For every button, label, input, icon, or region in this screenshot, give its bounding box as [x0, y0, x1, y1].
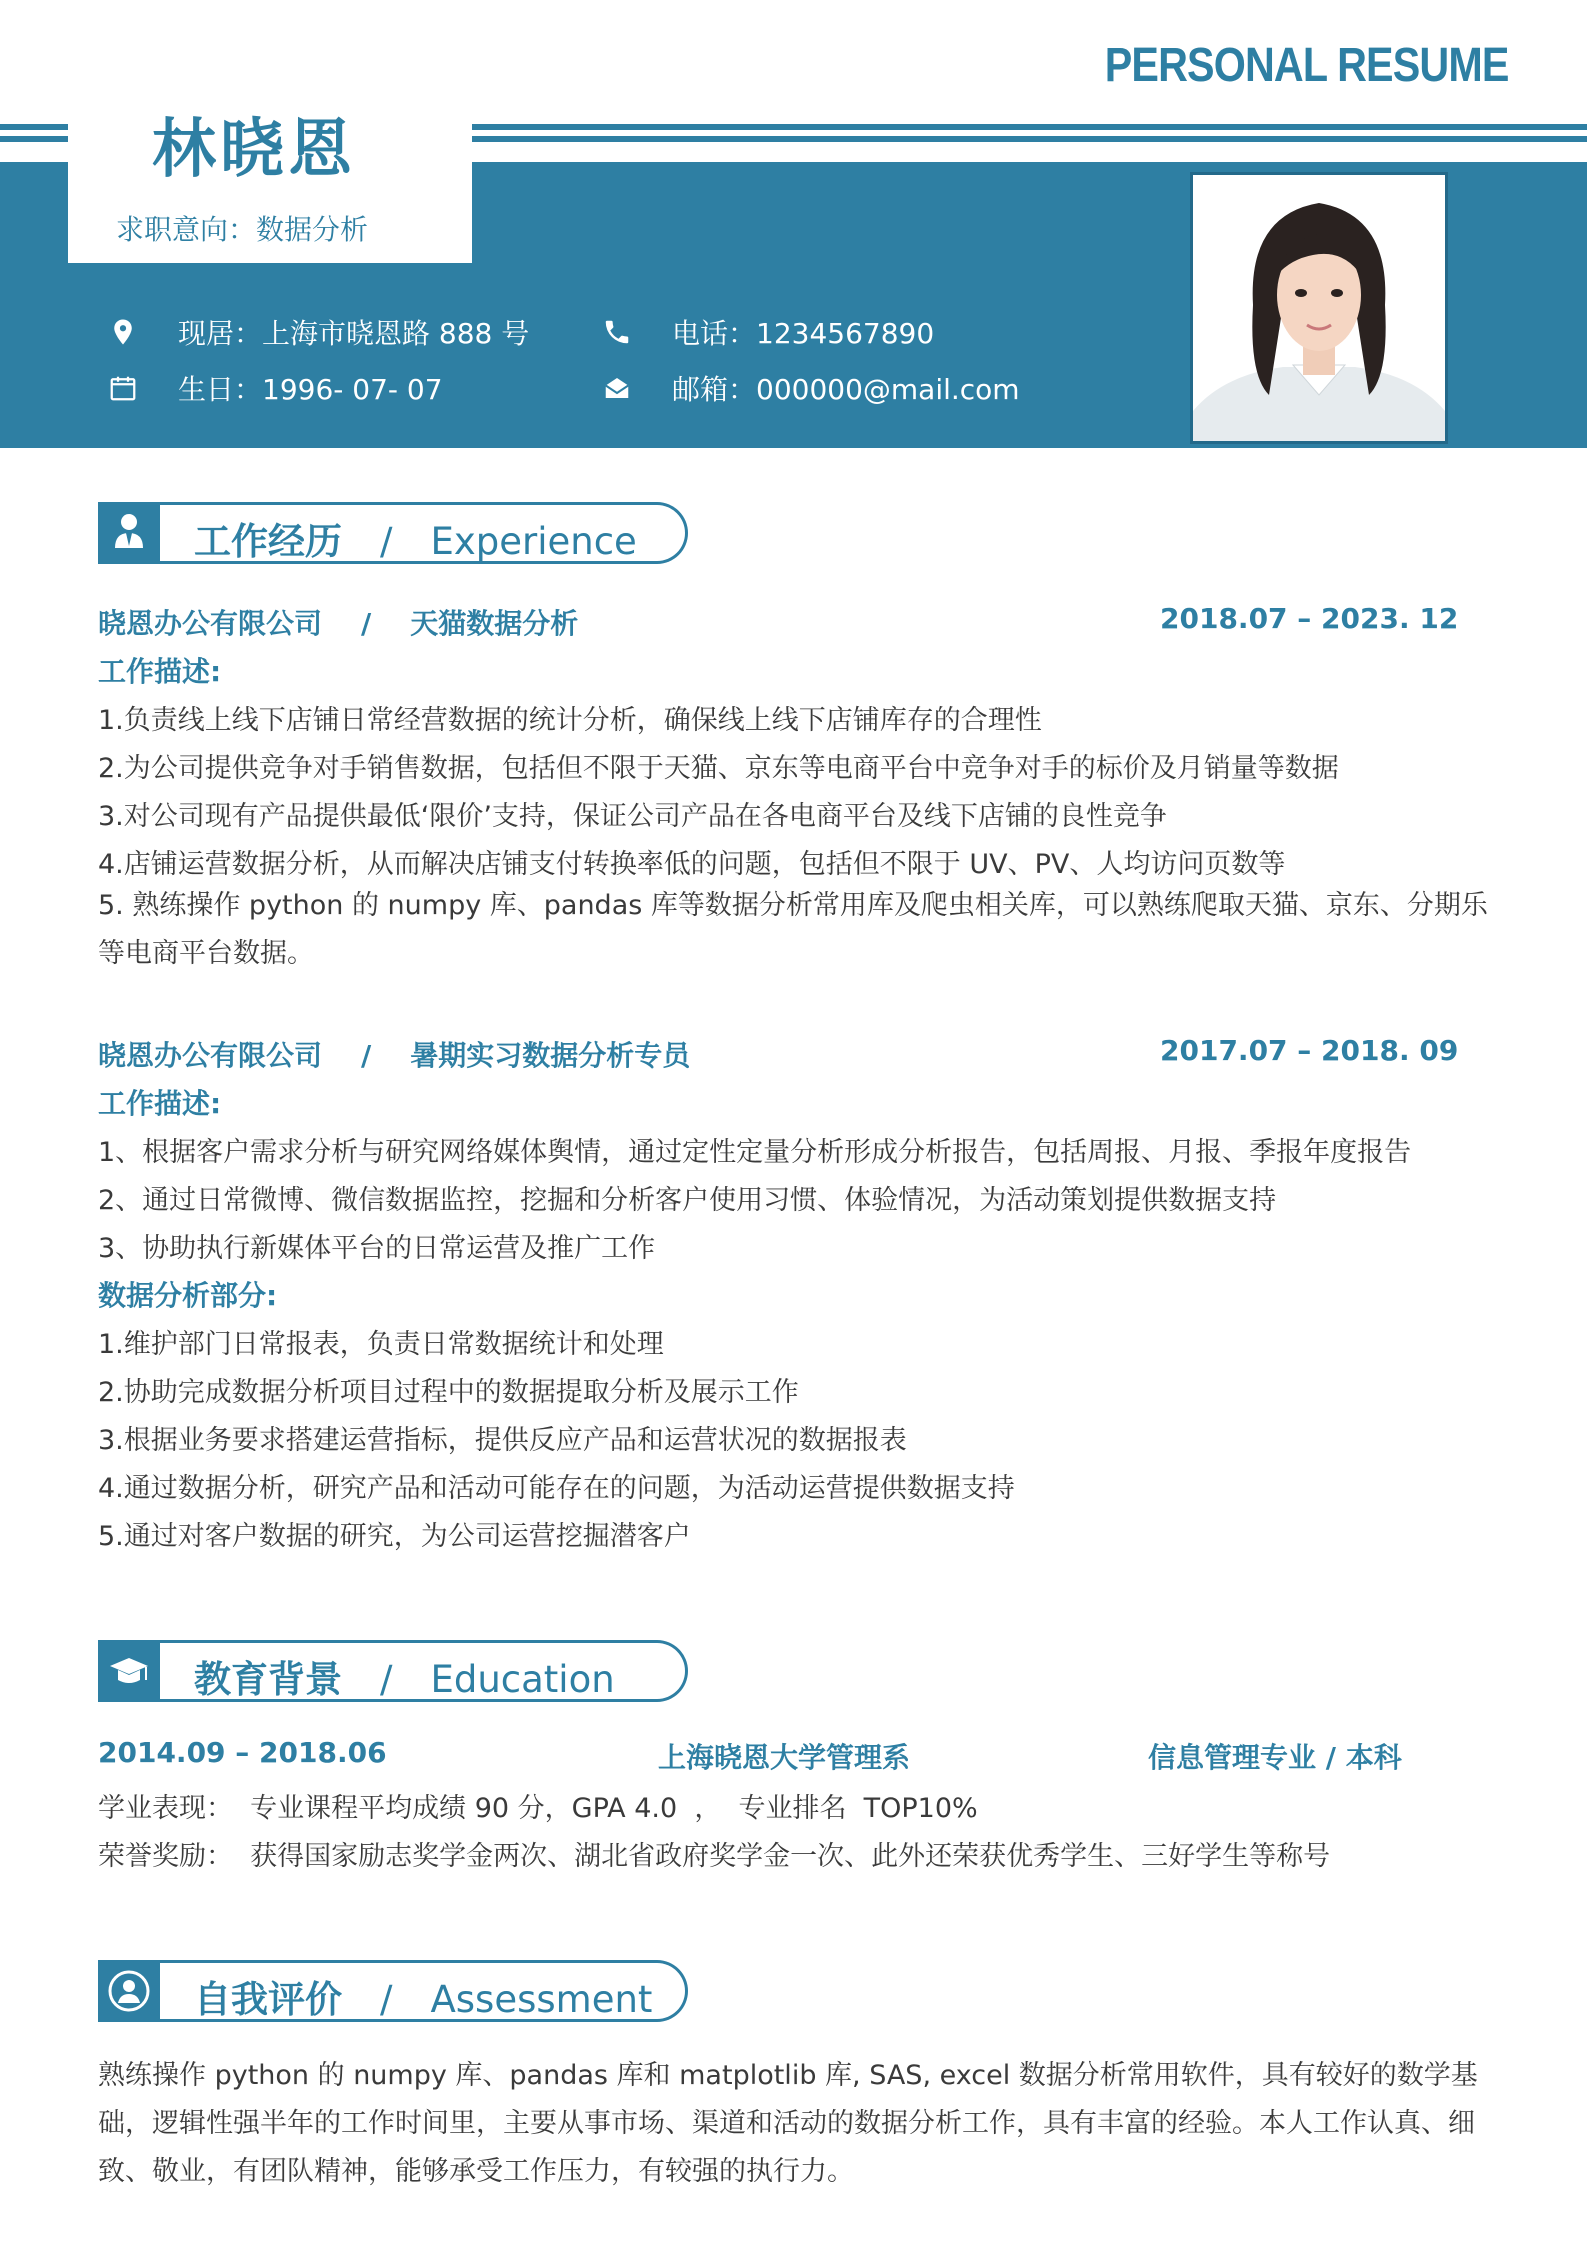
- job-2-line-2: 2、通过日常微博、微信数据监控，挖掘和分析客户使用习惯、体验情况，为活动策划提供数据支持: [98, 1185, 1277, 1216]
- job-1-line-4: 4.店铺运营数据分析，从而解决店铺支付转换率低的问题，包括但不限于 UV、PV、人均访问页数等: [98, 849, 1286, 880]
- education-section-header: [98, 1640, 688, 1702]
- job-2-part-line-2: 2.协助完成数据分析项目过程中的数据提取分析及展示工作: [98, 1377, 799, 1408]
- assessment-icon-box: [98, 1960, 160, 2022]
- education-title-cn: 教育背景: [194, 1658, 342, 1701]
- job-1-line-3: 3.对公司现有产品提供最低‘限价’支持，保证公司产品在各电商平台及线下店铺的良性竞争: [98, 801, 1167, 832]
- job-2-part-line-5: 5.通过对客户数据的研究，为公司运营挖掘潜客户: [98, 1521, 691, 1552]
- graduation-cap-icon: [98, 1640, 160, 1702]
- email-row: [602, 368, 1020, 408]
- experience-title-slash: /: [380, 520, 393, 563]
- assessment-title-slash: /: [380, 1978, 393, 2021]
- header-stripe-right-bottom: [472, 136, 1587, 142]
- job-2-part-line-4: 4.通过数据分析，研究产品和活动可能存在的问题，为活动运营提供数据支持: [98, 1473, 1015, 1504]
- education-performance: 学业表现： 专业课程平均成绩 90 分，GPA 4.0 ， 专业排名 TOP10%: [98, 1793, 978, 1824]
- header-stripe-left-top: [0, 124, 68, 130]
- person-icon: [98, 502, 160, 564]
- experience-title-en: Experience: [430, 520, 637, 563]
- job-2-line-3: 3、协助执行新媒体平台的日常运营及推广工作: [98, 1233, 656, 1264]
- job-1-date: 2018.07 – 2023. 12: [1160, 602, 1459, 635]
- education-honors: 荣誉奖励： 获得国家励志奖学金两次、湖北省政府奖学金一次、此外还荣获优秀学生、三好学生等称号: [98, 1841, 1331, 1872]
- assessment-title-cn: 自我评价: [194, 1978, 342, 2021]
- job-1-line-1: 1.负责线上线下店铺日常经营数据的统计分析，确保线上线下店铺库存的合理性: [98, 705, 1042, 736]
- phone-row: [602, 312, 934, 352]
- assessment-text: 熟练操作 python 的 numpy 库、pandas 库和 matplotlib 库, SAS, excel 数据分析常用软件，具有较好的数学基础，逻辑性强半年的工作时间里，主要从事市场、渠道和活动的数据分析工作，具有丰富的经验。本人工作认真、细致、敬业，有团队精神，能够承受工作压力，有较强的执行力。: [98, 2060, 1478, 2187]
- phone-icon: [602, 317, 632, 347]
- envelope-icon: [602, 373, 632, 403]
- job-1-desc-label: 工作描述:: [98, 655, 222, 688]
- header-stripe-left-bottom: [0, 136, 68, 142]
- experience-section-title: [194, 511, 637, 565]
- education-date: 2014.09 – 2018.06: [98, 1736, 387, 1769]
- job-1-title: 晓恩办公有限公司 / 天猫数据分析: [98, 607, 579, 640]
- assessment-title-en: Assessment: [430, 1978, 653, 2021]
- assessment-section-title: [194, 1969, 652, 2023]
- birthday-row: [108, 368, 443, 408]
- profile-photo: [1190, 172, 1448, 444]
- address-text: 现居：上海市晓恩路 888 号: [178, 317, 530, 350]
- candidate-name: 林晓恩: [152, 113, 356, 187]
- education-title-slash: /: [380, 1658, 393, 1701]
- experience-section-header: [98, 502, 688, 564]
- education-icon-box: [98, 1640, 160, 1702]
- user-circle-icon: [98, 1960, 160, 2022]
- education-title-en: Education: [430, 1658, 615, 1701]
- job-1-line-5: 5. 熟练操作 python 的 numpy 库、pandas 库等数据分析常用库及爬虫相关库，可以熟练爬取天猫、京东、分期乐等电商平台数据。: [98, 890, 1488, 969]
- job-intent: 求职意向：数据分析: [116, 213, 369, 246]
- job-2-part-line-3: 3.根据业务要求搭建运营指标，提供反应产品和运营状况的数据报表: [98, 1425, 907, 1456]
- phone-text: 电话：1234567890: [672, 317, 935, 350]
- assessment-section-header: [98, 1960, 688, 2022]
- calendar-icon: [108, 373, 138, 403]
- job-1-line-2: 2.为公司提供竞争对手销售数据，包括但不限于天猫、京东等电商平台中竞争对手的标价及月销量等数据: [98, 753, 1339, 784]
- portrait-illustration: [1193, 175, 1445, 441]
- job-2-part-line-1: 1.维护部门日常报表，负责日常数据统计和处理: [98, 1329, 664, 1360]
- personal-resume-heading: PERSONAL RESUME: [1105, 39, 1509, 92]
- location-pin-icon: [108, 317, 138, 347]
- job-2-desc-label: 工作描述:: [98, 1087, 222, 1120]
- email-text: 邮箱：000000@mail.com: [672, 373, 1020, 406]
- job-2-part-label: 数据分析部分:: [98, 1279, 278, 1312]
- job-2-line-1: 1、根据客户需求分析与研究网络媒体舆情，通过定性定量分析形成分析报告，包括周报、月报、季报年度报告: [98, 1137, 1412, 1168]
- job-2-title: 晓恩办公有限公司 / 暑期实习数据分析专员: [98, 1039, 691, 1072]
- education-section-title: [194, 1649, 615, 1703]
- experience-title-cn: 工作经历: [194, 520, 342, 563]
- header-stripe-right-top: [472, 124, 1587, 130]
- address-row: [108, 312, 529, 352]
- experience-icon-box: [98, 502, 160, 564]
- birthday-text: 生日：1996- 07- 07: [178, 373, 443, 406]
- education-school: 上海晓恩大学管理系: [658, 1741, 911, 1774]
- job-2-date: 2017.07 – 2018. 09: [1160, 1034, 1459, 1067]
- education-major: 信息管理专业 / 本科: [1148, 1741, 1402, 1774]
